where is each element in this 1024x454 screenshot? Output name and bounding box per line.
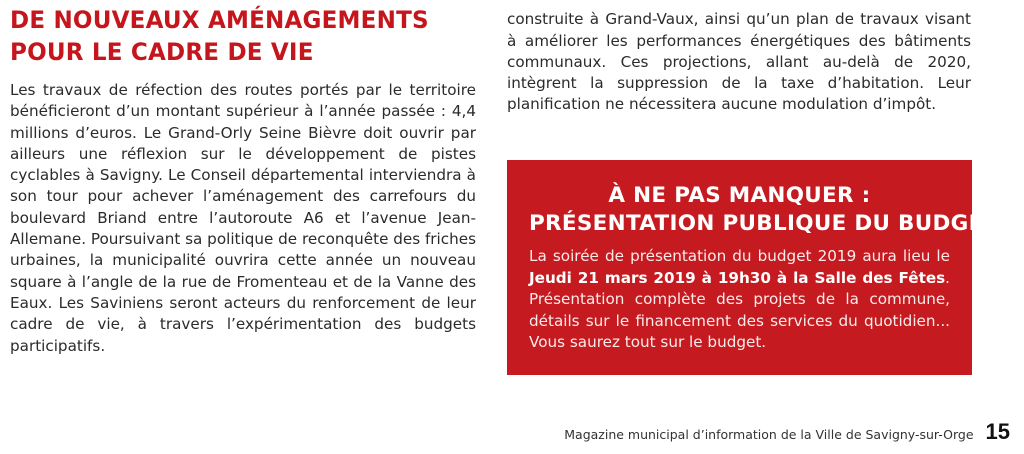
cut-off-previous-line bbox=[507, 0, 971, 9]
page-footer bbox=[564, 419, 1010, 445]
callout-title-line-2: PRÉSENTATION PUBLIQUE DU BUDGET bbox=[529, 211, 999, 236]
section-paragraph: Les travaux de réfection des routes portés par le territoire bénéficieront d’un montant supérieur à l’année passée : 4,4 millions d’euros. Le Grand-Orly Seine Bièvre doit ouvrir par ailleurs une réflexion sur le développement de pistes cyclables à Savigny. Le Conseil départemental interviendra à son tour pour achever l’aménagement des carrefours du boulevard Briand entre l’autoroute A6 et l’avenue Jean-Allemane. Poursuivant sa politique de reconquête des friches urbaines, la municipalité ouvrira cette année un nouveau square à l’angle de la rue de Fromenteau et de la Vanne des Eaux. Les Saviniens seront acteurs du renforcement de leur cadre de vie, à travers l’expérimentation des budgets participatifs. bbox=[10, 81, 477, 355]
section-heading bbox=[10, 4, 429, 68]
callout-body-intro: La soirée de présentation du budget 2019 aura lieu le bbox=[529, 247, 950, 265]
page-number: 15 bbox=[985, 419, 1010, 444]
callout-title bbox=[529, 182, 999, 238]
right-column bbox=[507, 0, 971, 116]
callout-body bbox=[529, 246, 950, 354]
callout-body-rest: . Présentation complète des projets de la commune, détails sur le financement des services du quotidien... Vous saurez tout sur le budget. bbox=[529, 268, 950, 351]
callout-box bbox=[507, 160, 999, 375]
left-column bbox=[10, 80, 476, 357]
publication-name: Magazine municipal d’information de la Ville de Savigny-sur-Orge bbox=[564, 427, 974, 442]
callout-title-line-1: À NE PAS MANQUER : bbox=[608, 183, 871, 208]
section-heading-line-1: DE NOUVEAUX AMÉNAGEMENTS bbox=[10, 6, 429, 34]
callout-event-date: Jeudi 21 mars 2019 à 19h30 à la Salle des Fêtes bbox=[529, 268, 946, 287]
section-heading-line-2: POUR LE CADRE DE VIE bbox=[10, 38, 314, 66]
continued-paragraph: construite à Grand-Vaux, ainsi qu’un plan de travaux visant à améliorer les performances énergétiques des bâtiments communaux. Ces projections, allant au-delà de 2020, intègrent la suppression de la taxe d’habitation. Leur planification ne nécessitera aucune modulation d’impôt. bbox=[507, 10, 971, 114]
